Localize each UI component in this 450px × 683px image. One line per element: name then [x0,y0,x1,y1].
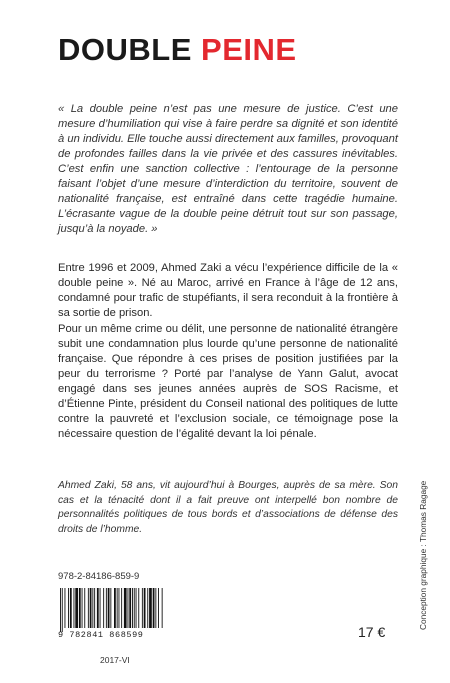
barcode-bar [136,588,137,628]
barcode-bar [108,588,110,628]
barcode-bar [134,588,135,628]
book-title [58,34,297,65]
barcode-bar [155,588,156,628]
barcode-bar [158,588,159,628]
barcode-bar [142,588,143,628]
barcode-bar [110,588,111,628]
barcode-bar [70,588,72,628]
barcode-bar [149,588,152,628]
barcode [58,588,164,632]
barcode-bar [124,588,127,628]
barcode-bar [132,588,133,628]
price-label: 17 € [358,624,386,640]
design-credit: Conception graphique : Thomas Ragage [418,480,428,630]
barcode-bar [97,588,99,628]
barcode-bar [100,588,101,628]
barcode-bar [147,588,148,628]
barcode-bar [79,588,81,628]
barcode-bar [106,588,107,628]
title-word-peine: PEINE [201,32,297,67]
barcode-bar [138,588,139,628]
barcode-bar [114,588,116,628]
title-word-double: DOUBLE [58,32,192,67]
barcode-bar [129,588,131,628]
barcode-bar [103,588,104,628]
barcode-graphic [58,588,164,632]
barcode-bar [84,588,85,628]
author-bio: Ahmed Zaki, 58 ans, vit aujourd’hui à Bourges, auprès de sa mère. Son cas et la ténacité dont il a fait preuve ont interpellé bon nombre de personnalités politiques de tous bords et d’associations de défense des droits de l’homme. [58,480,398,535]
barcode-bar [121,588,122,628]
barcode-bar [94,588,95,628]
barcode-bar [68,588,69,628]
summary-paragraph-1: Entre 1996 et 2009, Ahmed Zaki a vécu l’expérience difficile de la « double peine ». Né au Maroc, arrivé en France à l’âge de 12 ans, condamné pour trafic de stupéfiants, il sera reconduit à la frontière à sa sortie de prison. [58,262,398,319]
barcode-bar [75,588,78,628]
edition-code: 2017-VI [100,655,130,665]
summary-paragraph-2: Pour un même crime ou délit, une personne de nationalité étrangère subit une condamnation plus lourde qu’une personne de nationalité française. Que répondre à ces prises de position justifiées par la peur du terrorisme ? Porté par l’analyse de Yann Galut, avocat engagé dans ses jeunes années auprès de SOS Racisme, et d’Étienne Pinte, président du Conseil national des politiques de lutte contre la pauvreté et l’exclusion sociale, ce témoignage pose la nécessaire question de l’égalité devant la loi pénale. [58,323,398,440]
barcode-bar [128,588,129,628]
barcode-bar [90,588,92,628]
barcode-bar [60,588,61,632]
barcode-bar [74,588,75,628]
barcode-bar [153,588,155,628]
barcode-bar [65,588,66,628]
barcode-bar [119,588,120,628]
barcode-digits: 9 782841 868599 [58,630,144,640]
pull-quote: « La double peine n’est pas une mesure de justice. C’est une mesure d’humiliation qui vise à faire perdre sa dignité et son identité à un individu. Elle touche aussi directement aux familles, provoquant de profondes failles dans la vie privée et des cassures inévitables. C’est enfin une sanction collective : l’entourage de la personne faisant l’objet d’une mesure d’interdiction du territoire, souvent de nationalité française, est entraîné dans cette tragédie humaine. L’écrasante vague de la double peine détruit tout sur son passage, jusqu’à la noyade. » [58,103,398,235]
barcode-bar [162,588,163,628]
barcode-bar [92,588,93,628]
barcode-bar [144,588,146,628]
barcode-bar [117,588,118,628]
barcode-bar [62,588,63,632]
isbn-number: 978-2-84186-859-9 [58,571,140,582]
barcode-bar [88,588,89,628]
barcode-bar [82,588,83,628]
